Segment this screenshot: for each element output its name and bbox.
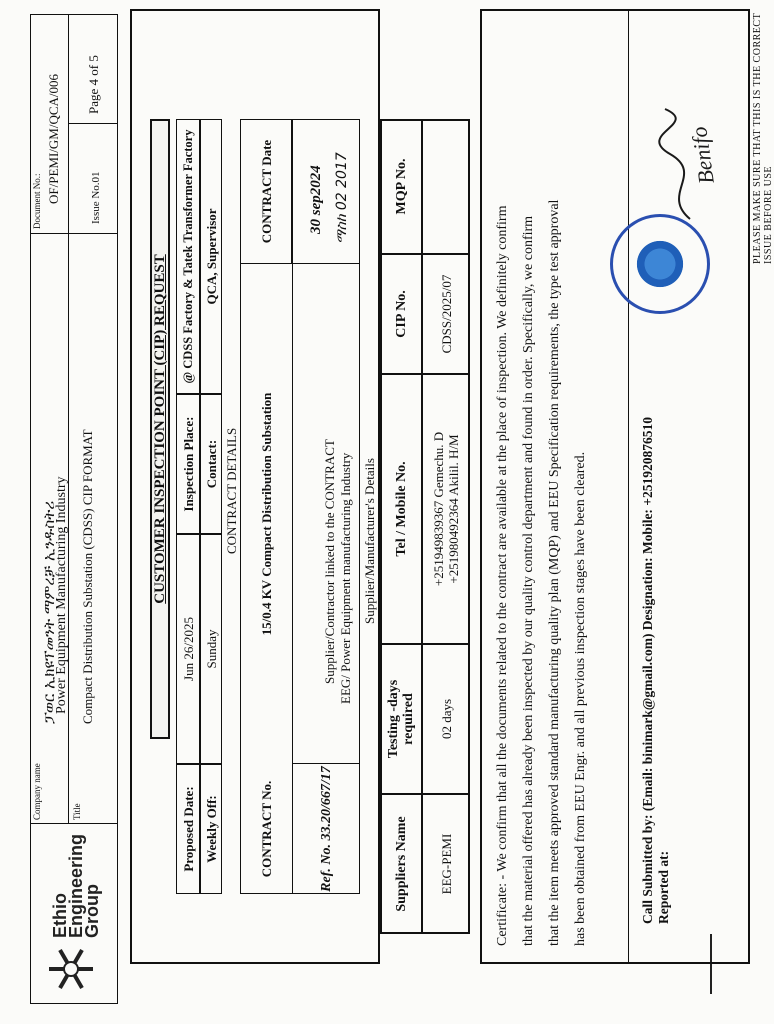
row-supplier-name: EEG-PEMI bbox=[422, 794, 470, 934]
row-mqp-no bbox=[422, 119, 470, 254]
logo-icon bbox=[46, 944, 96, 994]
certificate-line-1: Certificate: - We confirm that all the documents related to the contract are available at the place of inspection. We definitely confirm bbox=[495, 205, 510, 946]
call-submitted: Call Submitted by: (Email: binimark@gmail.com) Designation: Mobile: +251920876510 bbox=[640, 417, 655, 924]
footer-note: PLEASE MAKE SURE THAT THIS IS THE CORRECT ISSUE BEFORE USE bbox=[752, 13, 774, 264]
col-mqp-no: MQP No. bbox=[380, 119, 422, 254]
contract-date-2: ማስከ 02 2017 bbox=[334, 152, 350, 244]
company-name-label: Company name bbox=[32, 763, 42, 820]
header-divider-v2 bbox=[30, 233, 118, 234]
certificate-line-4: has been obtained from EEU Engr. and all previous inspection stages have been cleared. bbox=[573, 451, 588, 946]
company-stamp bbox=[610, 214, 710, 314]
contract-date-1: 30 sep2024 bbox=[308, 165, 324, 234]
certificate-line-2: that the material offered has already been inspected by our quality control department and found in order. Specifically, we confirm bbox=[521, 215, 536, 946]
row-testing-days: 02 days bbox=[422, 644, 470, 794]
doc-title: Compact Distribution Substation (CDSS) CIP FORMAT bbox=[80, 429, 95, 724]
page-of: Page 4 of 5 bbox=[86, 55, 101, 114]
document-no: OF/PEMI/GM/QCA/006 bbox=[46, 73, 61, 204]
issue-no: Issue No.01 bbox=[90, 171, 102, 224]
signature: Benifo bbox=[686, 125, 719, 186]
contract-divider-v2 bbox=[292, 263, 360, 264]
contract-no-label: CONTRACT No. bbox=[258, 780, 274, 878]
tel-2: +251980492364 Akilil. H/M bbox=[446, 434, 461, 584]
col-tel: Tel / Mobile No. bbox=[380, 374, 422, 644]
proposed-date-value: Jun 26/2025 bbox=[176, 534, 200, 764]
col-testing-days: Testing -days required bbox=[380, 644, 422, 794]
certificate-line-3: that the item meets approved standard manufacturing quality plan (MQP) and EEU Specification requirements, the type test approval bbox=[547, 199, 562, 946]
contact-label: Contact: bbox=[200, 394, 222, 534]
col-cip-no: CIP No. bbox=[380, 254, 422, 374]
logo-text: Ethio Engineering Group bbox=[50, 833, 102, 938]
company-name-amharic: ፓወር ኢክዩፕመንት ማምረቻ ኢንዱስትሪ bbox=[40, 500, 58, 724]
header-divider-v3 bbox=[68, 123, 118, 124]
supplier-linked-line1: Supplier/Contractor linked to the CONTRACT bbox=[322, 439, 337, 684]
weekly-off-label: Weekly Off: bbox=[200, 764, 222, 894]
tel-1: +251949839367 Gemechu. D bbox=[431, 431, 446, 587]
inspection-place-value: @ CDSS Factory & Tatek Transformer Factory bbox=[176, 119, 200, 394]
col-suppliers-name: Suppliers Name bbox=[380, 794, 422, 934]
proposed-date-label: Proposed Date: bbox=[176, 764, 200, 894]
certificate-text bbox=[490, 26, 594, 946]
company-name-english: Power Equipment Manufacturing Industry bbox=[54, 476, 69, 714]
title-label: Title bbox=[72, 803, 82, 820]
contract-date-label: CONTRACT Date bbox=[240, 119, 292, 264]
ref-no: Ref. No. 33.20/667/17 bbox=[318, 766, 334, 892]
weekly-off-value: Sunday bbox=[200, 534, 222, 764]
contact-value: QCA, Supervisor bbox=[200, 119, 222, 394]
contract-details-heading: CONTRACT DETAILS bbox=[224, 427, 239, 554]
row-tel bbox=[422, 374, 470, 644]
certificate-divider bbox=[628, 9, 629, 964]
supplier-details-heading: Supplier/Manufacturer's Details bbox=[362, 458, 377, 624]
contract-description: 15/0.4 KV Compact Distribution Substation bbox=[258, 392, 274, 636]
header-divider-v1 bbox=[30, 823, 118, 824]
document-no-label: Document No.: bbox=[32, 173, 42, 229]
stamp-emblem bbox=[633, 237, 687, 291]
supplier-linked-line2: EEG/ Power Equipment manufacturing Industry bbox=[338, 452, 353, 704]
signature-stroke bbox=[650, 104, 710, 224]
inspection-place-label: Inspection Place: bbox=[176, 394, 200, 534]
form-heading: CUSTOMER INSPECTION POINT (CIP) REQUEST bbox=[150, 119, 170, 739]
reported-at: Reported at: bbox=[656, 850, 671, 924]
row-cip-no: CDSS/2025/07 bbox=[422, 254, 470, 374]
